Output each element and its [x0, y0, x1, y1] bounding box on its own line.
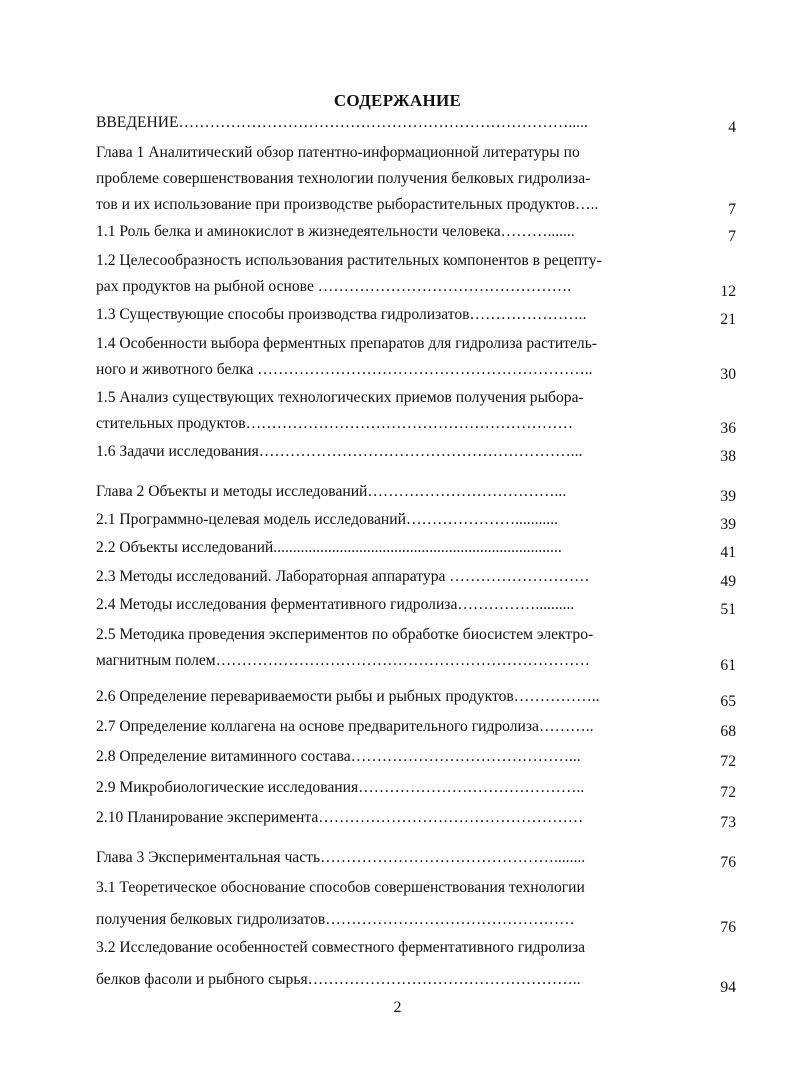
toc-entry-page: 72: [720, 753, 736, 770]
toc-entry-1-4: [96, 331, 736, 383]
toc-entry-text: 3.2 Исследование особенностей совместного ферментативного гидролиза белков фасоли и рыбного сырья……………………………………………..: [96, 939, 586, 988]
toc-entry-page: 94: [720, 979, 736, 996]
toc-entry-page: 7: [728, 228, 736, 245]
toc-entry-introduction: [96, 110, 736, 136]
page-title: СОДЕРЖАНИЕ: [333, 91, 462, 110]
toc-entry-text: 3.1 Теоретическое обоснование способов совершенствования технологии получения белковых гидролизатов…………………………………………: [96, 879, 585, 928]
toc-entry-page: 72: [720, 784, 736, 801]
toc-entry-1-5: [96, 385, 736, 437]
toc-entry-text: 2.6 Определение перевариваемости рыбы и рыбных продуктов……………..: [96, 688, 600, 705]
toc-entry-1-1: [96, 219, 736, 245]
toc-entry-text: Глава 2 Объекты и методы исследований………………………………...: [96, 483, 567, 500]
toc-entry-2-6: [96, 684, 736, 710]
toc-entry-page: 76: [720, 919, 736, 936]
toc-entry-page: 4: [728, 119, 736, 136]
toc-entry-2-1: [96, 507, 736, 533]
toc-entry-1-2: [96, 248, 736, 300]
toc-entry-2-5: [96, 622, 736, 674]
toc-entry-chapter-1: [96, 140, 736, 218]
toc-entry-chapter-2: [96, 479, 736, 505]
toc-entry-3-2: [96, 932, 736, 996]
toc-entry-text: Глава 1 Аналитический обзор патентно-информационной литературы по проблеме совершенствования технологии получения белковых гидролиза- тов и их использование при производстве рыборастительных продуктов…..: [96, 144, 599, 213]
toc-entry-text: 2.1 Программно-целевая модель исследований…………………...........: [96, 511, 558, 528]
page-number: 2: [393, 999, 402, 1016]
toc-entry-text: 1.2 Целесообразность использования растительных компонентов в рецепту- рах продуктов на рыбной основе ………………………………………….: [96, 252, 602, 295]
toc-entry-page: 41: [720, 544, 736, 561]
toc-entry-text: 1.5 Анализ существующих технологических приемов получения рыбора- стительных продуктов………………………………………………………: [96, 389, 584, 432]
toc-entry-text: 2.2 Объекты исследований..........................................................................: [96, 539, 562, 556]
toc-entry-text: 2.3 Методы исследований. Лабораторная аппаратура ………………………: [96, 568, 590, 585]
toc-entry-text: Глава 3 Экспериментальная часть………………………………………........: [96, 849, 586, 866]
toc-entry-page: 76: [720, 854, 736, 871]
toc-entry-2-7: [96, 714, 736, 740]
toc-entry-3-1: [96, 872, 736, 936]
toc-entry-text: 1.6 Задачи исследования……………………………………………………...: [96, 443, 583, 460]
toc-entry-1-6: [96, 439, 736, 465]
toc-entry-2-8: [96, 744, 736, 770]
toc-entry-chapter-3: [96, 845, 736, 871]
toc-entry-page: 21: [720, 311, 736, 328]
toc-entry-page: 39: [720, 516, 736, 533]
toc-entry-2-3: [96, 564, 736, 590]
toc-entry-page: 36: [720, 420, 736, 437]
toc-entry-page: 38: [720, 448, 736, 465]
toc-entry-page: 61: [720, 657, 736, 674]
toc-entry-2-2: [96, 535, 736, 561]
toc-entry-2-10: [96, 805, 736, 831]
toc-entry-text: 2.9 Микробиологические исследования……………………………………..: [96, 779, 585, 796]
toc-entry-page: 39: [720, 488, 736, 505]
toc-entry-text: 2.8 Определение витаминного состава……………………………………...: [96, 748, 581, 765]
toc-entry-page: 49: [720, 573, 736, 590]
toc-entry-page: 73: [720, 814, 736, 831]
toc-entry-page: 68: [720, 723, 736, 740]
toc-entry-2-9: [96, 775, 736, 801]
toc-entry-text: 2.10 Планирование эксперимента……………………………………………: [96, 809, 584, 826]
toc-entry-text: 2.4 Методы исследования ферментативного гидролиза……………..........: [96, 596, 575, 613]
toc-entry-page: 65: [720, 693, 736, 710]
toc-entry-2-4: [96, 592, 736, 618]
toc-entry-text: 2.7 Определение коллагена на основе предварительного гидролиза………..: [96, 718, 594, 735]
toc-entry-page: 51: [720, 601, 736, 618]
toc-entry-page: 12: [720, 283, 736, 300]
toc-entry-text: 1.3 Существующие способы производства гидролизатов…………………..: [96, 306, 587, 323]
toc-entry-text: 1.4 Особенности выбора ферментных препаратов для гидролиза раститель- ного и животного белка ………………………………………………………..: [96, 335, 598, 378]
toc-entry-1-3: [96, 302, 736, 328]
toc-entry-page: 7: [728, 201, 736, 218]
toc-entry-text: 2.5 Методика проведения экспериментов по обработке биосистем электро- магнитным полем………………………………………………………………: [96, 626, 594, 669]
toc-entry-page: 30: [720, 366, 736, 383]
toc-entry-text: 1.1 Роль белка и аминокислот в жизнедеятельности человека……….......: [96, 223, 575, 240]
toc-entry-text: ВВЕДЕНИЕ………………………………………………………………….....: [96, 114, 588, 131]
